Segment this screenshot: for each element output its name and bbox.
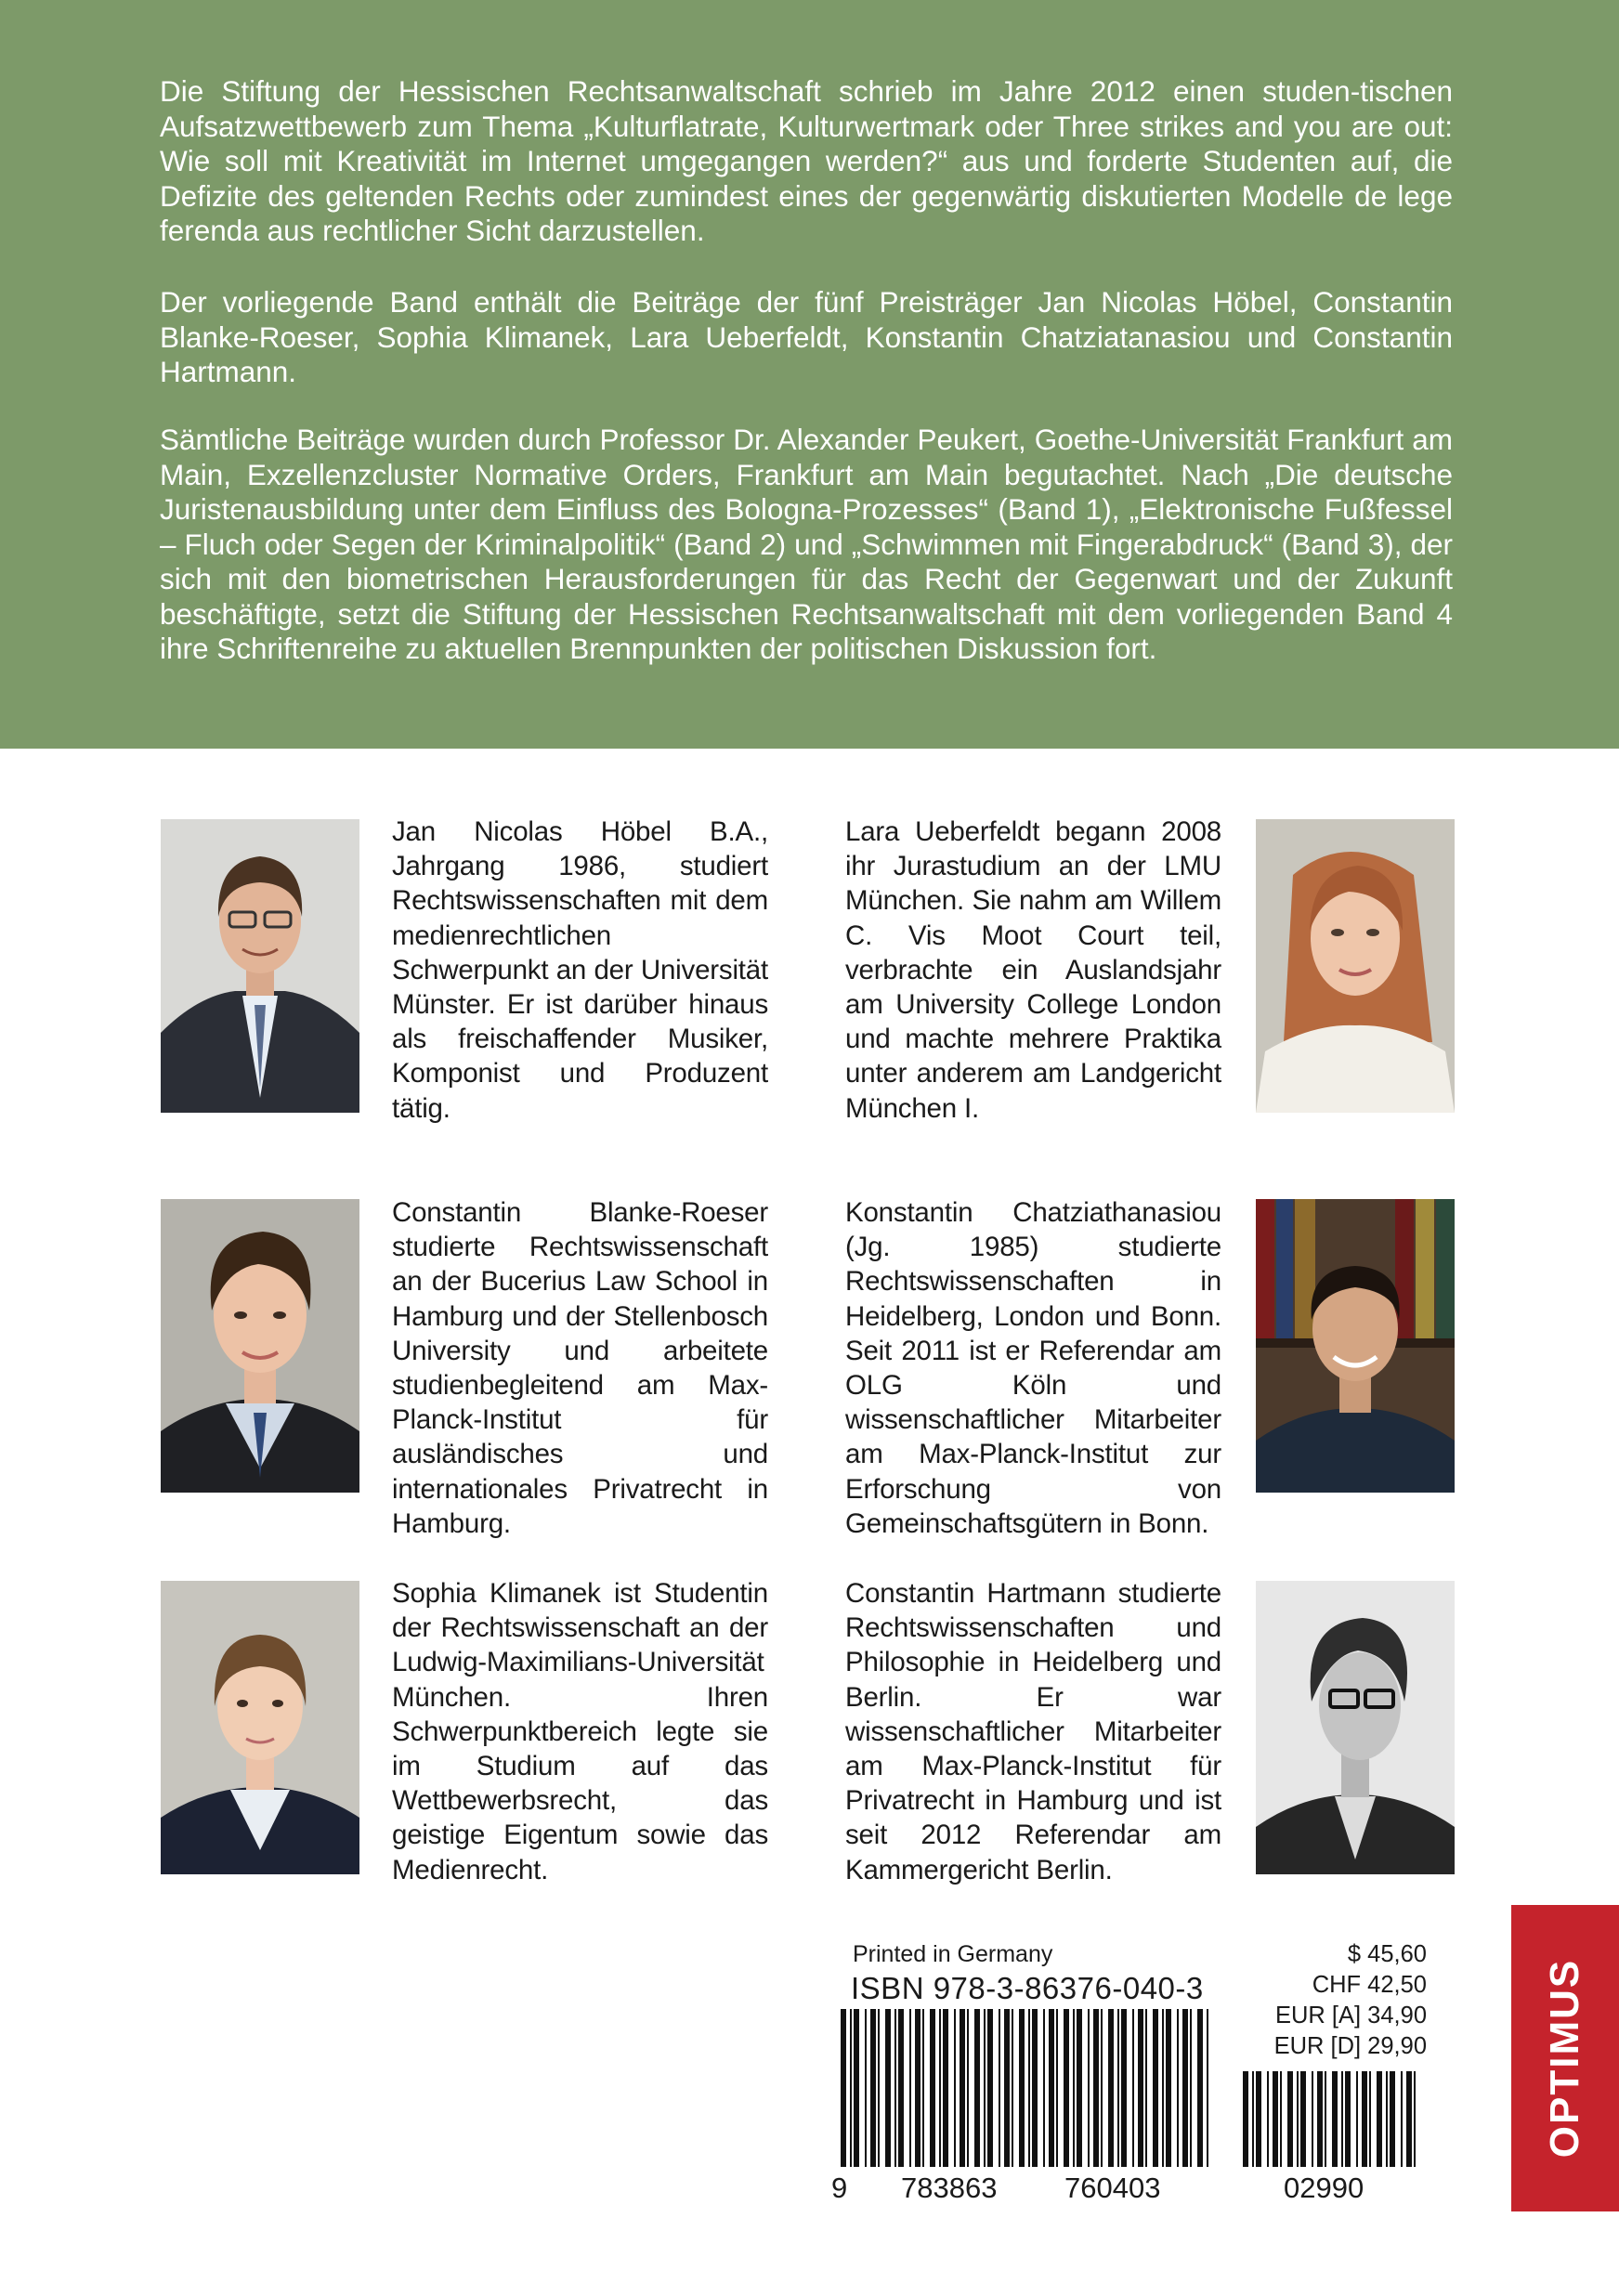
barcode-bar xyxy=(943,2009,948,2167)
barcode-bar xyxy=(1032,2009,1038,2167)
barcode-bar xyxy=(1121,2009,1127,2167)
barcode-addon-digits: 02990 xyxy=(1284,2172,1364,2204)
author-bio-klimanek: Sophia Klimanek ist Studentin der Rechtswissenschaft an der Ludwig-Maximilians-Universität München. Ihren Schwerpunktbereich legte sie im Studium auf das Wettbewerbsrecht, das geistige Eigentum sowie das Medienrecht. xyxy=(392,1578,768,1885)
publisher-logo: OPTIMUS xyxy=(1542,1958,1587,2159)
barcode-bar xyxy=(1117,2009,1119,2167)
barcode-bar xyxy=(1297,2071,1299,2167)
barcode-bar xyxy=(915,2009,920,2167)
author-photo-blanke-roeser xyxy=(161,1199,359,1493)
barcode-bar xyxy=(854,2009,859,2167)
barcode-bar xyxy=(1300,2071,1306,2167)
barcode-bar xyxy=(850,2009,852,2167)
price-usd: $ 45,60 xyxy=(1347,1941,1427,1967)
author-photo-hoebel xyxy=(161,819,359,1113)
barcode-bar xyxy=(1243,2071,1248,2167)
barcode-bar xyxy=(1004,2009,1010,2167)
barcode-bar xyxy=(870,2009,876,2167)
barcode-bar xyxy=(1273,2071,1278,2167)
author-bio-chatziathanasiou: Konstantin Chatziathanasiou (Jg. 1985) studierte Rechtswissenschaften in Heidelberg, London und Bonn. Seit 2011 ist er Referendar am OLG Köln und wissenschaftlicher Mitarbeiter am Max-Planck-Institut zur Erforschung von Gemeinschaftsgütern in Bonn. xyxy=(845,1197,1221,1539)
barcode-bar xyxy=(987,2009,993,2167)
barcode-bar xyxy=(1312,2071,1313,2167)
author-photo-ueberfeldt xyxy=(1256,819,1455,1113)
barcode-bar xyxy=(1077,2009,1082,2167)
barcode-bar xyxy=(1341,2071,1343,2167)
barcode-bar xyxy=(1356,2071,1358,2167)
author-bio-ueberfeldt: Lara Ueberfeldt begann 2008 ihr Jurastudium an der LMU München. Sie nahm am Willem C. Vis Moot Court teil, verbrachte ein Auslandsjahr am University College London und machte mehrere Praktika unter anderem am Landgericht München I. xyxy=(845,816,1221,1124)
price-addon-barcode xyxy=(1243,2071,1425,2167)
barcode-bar xyxy=(999,2009,1000,2167)
barcode-bar xyxy=(967,2009,969,2167)
intro-paragraph-2: Der vorliegende Band enthält die Beiträge der fünf Preisträger Jan Nicolas Höbel, Constantin Blanke-Roeser, Sophia Klimanek, Lara Ueberfeldt, Konstantin Chatziatanasiou und Constantin Hartmann. xyxy=(160,285,1453,388)
barcode-bar xyxy=(1043,2009,1045,2167)
barcode-bar xyxy=(1145,2009,1147,2167)
barcode-bar xyxy=(954,2009,956,2167)
price-chf: CHF 42,50 xyxy=(1312,1972,1427,1998)
barcode-bar xyxy=(1190,2009,1192,2167)
barcode-bar xyxy=(1093,2009,1099,2167)
barcode-bar xyxy=(909,2009,911,2167)
author-bio-hartmann: Constantin Hartmann studierte Rechtswissenschaften und Philosophie in Heidelberg und Berlin. Er war wissenschaftlicher Mitarbeiter am Max-Planck-Institut für Privatrecht in Hamburg und ist seit 2012 Referendar am Kammergericht Berlin. xyxy=(845,1578,1221,1885)
barcode-bar xyxy=(1325,2071,1326,2167)
intro-paragraph-1: Die Stiftung der Hessischen Rechtsanwaltschaft schrieb im Jahre 2012 einen studen-tischen Aufsatzwettbewerb zum Thema „Kulturflatrate, Kulturwertmark oder Three strikes and you are out: Wie soll mit Kreativität im Internet umgegangen werden?“ aus und forderte Studenten auf, die Defizite des geltenden Rechts oder zumindest eines der gegenwärtig diskutierten Modelle de lege ferenda aus rechtlicher Sicht darzustellen. xyxy=(160,74,1453,247)
barcode-bar xyxy=(1162,2009,1164,2167)
barcode-bar xyxy=(1153,2009,1158,2167)
barcode-bar xyxy=(1414,2071,1416,2167)
barcode-bar xyxy=(939,2009,941,2167)
barcode-bar xyxy=(894,2009,896,2167)
barcode-bar xyxy=(1267,2071,1269,2167)
barcode-bar xyxy=(960,2009,965,2167)
publisher-tab xyxy=(1511,1905,1619,2211)
isbn-label: ISBN 978-3-86376-040-3 xyxy=(851,1971,1204,2005)
author-photo-hartmann xyxy=(1256,1581,1455,1874)
barcode-bar xyxy=(1132,2009,1134,2167)
barcode-bar xyxy=(1088,2009,1090,2167)
barcode-bar xyxy=(1012,2009,1013,2167)
barcode-bar xyxy=(974,2009,980,2167)
barcode-bar xyxy=(1345,2071,1351,2167)
barcode-bar xyxy=(1101,2009,1103,2167)
price-eur-d: EUR [D] 29,90 xyxy=(1273,2033,1427,2059)
barcode-bar xyxy=(1369,2071,1371,2167)
barcode-bar xyxy=(1019,2009,1025,2167)
barcode-bar xyxy=(984,2009,986,2167)
barcode-bar xyxy=(878,2009,880,2167)
barcode-bar xyxy=(1108,2009,1114,2167)
author-bio-blanke-roeser: Constantin Blanke-Roeser studierte Rechtswissenschaft an der Bucerius Law School in Hamburg und der Stellenbosch University und arbeitete studienbegleitend am Max-Planck-Institut für ausländisches und internationales Privatrecht in Hamburg. xyxy=(392,1197,768,1539)
isbn-barcode xyxy=(841,2009,1212,2167)
barcode-bar xyxy=(865,2009,867,2167)
barcode-bar xyxy=(841,2009,846,2167)
intro-paragraph-3: Sämtliche Beiträge wurden durch Professor Dr. Alexander Peukert, Goethe-Universität Frankfurt am Main, Exzellenzcluster Normative Orders, Frankfurt am Main begutachtet. Nach „Die deutsche Juristenausbildung unter dem Einfluss des Bologna-Prozesses“ (Band 1), „Elektronische Fußfessel – Fluch oder Segen der Kriminalpolitik“ (Band 2) und „Schwimmen mit Fingerabdruck“ (Band 3), der sich mit den biometrischen Herausforderungen für das Recht der Gegenwart und der Zukunft beschäftigte, setzt die Stiftung der Hessischen Rechtsanwaltschaft mit dem vorliegenden Band 4 ihre Schriftenreihe zu aktuellen Brennpunkten der politischen Diskussion fort. xyxy=(160,423,1453,665)
barcode-bar xyxy=(1049,2009,1054,2167)
barcode-bar xyxy=(1252,2071,1254,2167)
barcode-bar xyxy=(1390,2071,1395,2167)
barcode-bar xyxy=(1386,2071,1388,2167)
barcode-digits-left: 783863 xyxy=(901,2172,998,2204)
barcode-bar xyxy=(1332,2071,1338,2167)
barcode-bar xyxy=(1207,2009,1208,2167)
barcode-bar xyxy=(1197,2009,1203,2167)
barcode-bar xyxy=(1317,2071,1323,2167)
barcode-bar xyxy=(1182,2009,1188,2167)
printed-in-label: Printed in Germany xyxy=(853,1941,1053,1967)
barcode-bar xyxy=(1064,2009,1069,2167)
barcode-bar xyxy=(930,2009,935,2167)
barcode-bar xyxy=(1401,2071,1403,2167)
price-eur-a: EUR [A] 34,90 xyxy=(1275,2002,1427,2029)
barcode-digits-right: 760403 xyxy=(1064,2172,1161,2204)
barcode-bar xyxy=(1377,2071,1382,2167)
barcode-bar xyxy=(1287,2071,1293,2167)
barcode-bar xyxy=(898,2009,904,2167)
barcode-bar xyxy=(1256,2071,1261,2167)
barcode-bar xyxy=(1056,2009,1058,2167)
barcode-bar xyxy=(1280,2071,1282,2167)
barcode-bar xyxy=(1166,2009,1171,2167)
barcode-bar xyxy=(885,2009,891,2167)
barcode-bar xyxy=(1028,2009,1030,2167)
author-photo-klimanek xyxy=(161,1581,359,1874)
barcode-bar xyxy=(922,2009,924,2167)
author-photo-chatziathanasiou xyxy=(1256,1199,1455,1493)
barcode-bar xyxy=(1362,2071,1367,2167)
barcode-bar xyxy=(1177,2009,1179,2167)
barcode-bar xyxy=(1138,2009,1143,2167)
barcode-bar xyxy=(1073,2009,1075,2167)
barcode-bar xyxy=(1406,2071,1412,2167)
author-bio-hoebel: Jan Nicolas Höbel B.A., Jahrgang 1986, studiert Rechtswissenschaften mit dem medienrechtlichen Schwerpunkt an der Universität Münster. Er ist darüber hinaus als freischaffender Musiker, Komponist und Produzent tätig. xyxy=(392,816,768,1124)
barcode-digit-prefix: 9 xyxy=(831,2172,848,2204)
